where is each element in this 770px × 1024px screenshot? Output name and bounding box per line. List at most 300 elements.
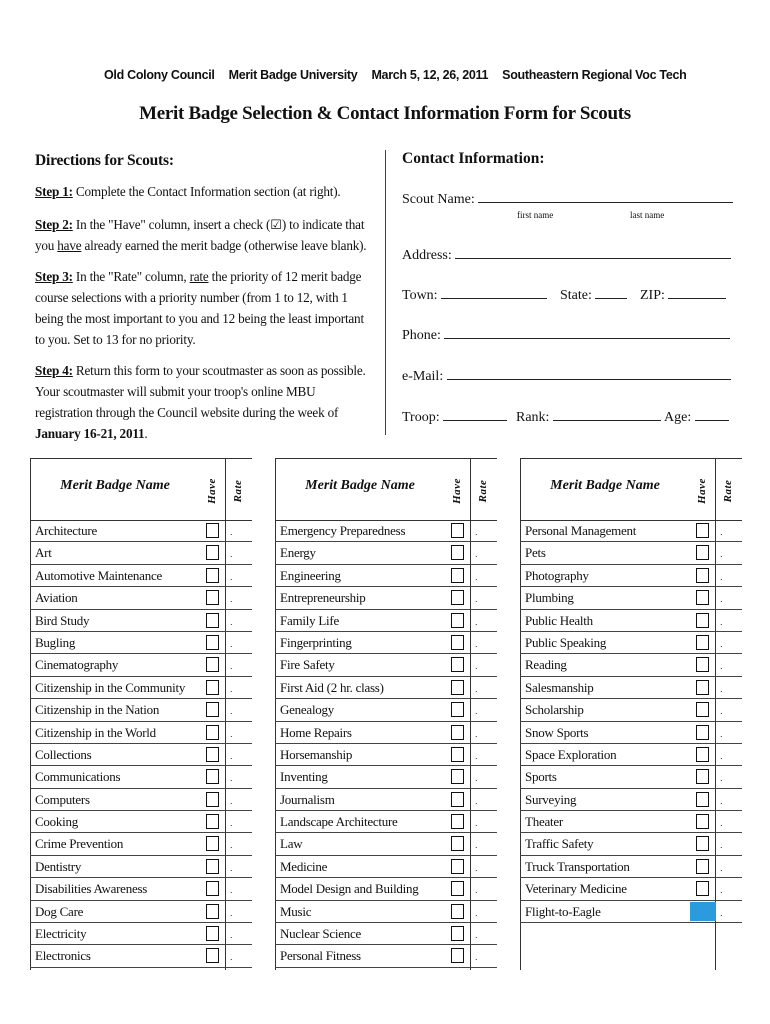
email-input[interactable] bbox=[447, 365, 731, 380]
have-checkbox[interactable] bbox=[206, 904, 219, 919]
have-checkbox[interactable] bbox=[696, 725, 709, 740]
merit-badge-name: Music bbox=[280, 903, 312, 919]
table-row bbox=[520, 565, 742, 587]
merit-badge-name: Family Life bbox=[280, 612, 339, 628]
step-1-label: Step 1: bbox=[35, 184, 73, 199]
merit-badge-name: Traffic Safety bbox=[525, 836, 594, 852]
column-header-have-label: Have bbox=[451, 478, 463, 504]
directions-section bbox=[35, 150, 370, 453]
rate-cell[interactable]: . bbox=[720, 706, 723, 717]
merit-badge-name: Architecture bbox=[35, 523, 97, 538]
have-checkbox[interactable] bbox=[451, 747, 464, 762]
have-checkbox[interactable] bbox=[696, 769, 709, 784]
table-row bbox=[520, 789, 742, 811]
rate-cell[interactable]: . bbox=[475, 750, 478, 761]
step-3-text: In the "Rate" column, bbox=[72, 269, 190, 284]
step-3-text-b: the priority of 12 merit badge course selections with a priority number (from 1 to 12, with 1 being the most important to you and 12 being the least important to you. Set to 13 for no priority. bbox=[35, 269, 364, 347]
have-checkbox[interactable] bbox=[206, 657, 219, 672]
merit-badge-table-3 bbox=[520, 458, 742, 970]
zip-field[interactable] bbox=[640, 284, 726, 304]
merit-badge-name: Electronics bbox=[35, 948, 91, 964]
step-2-have: have bbox=[57, 238, 82, 253]
town-label: Town: bbox=[402, 288, 438, 303]
step-1 bbox=[35, 181, 370, 202]
rate-cell[interactable]: . bbox=[230, 594, 233, 605]
zip-input[interactable] bbox=[668, 284, 726, 299]
table-header-row bbox=[275, 458, 497, 521]
rate-cell[interactable]: . bbox=[230, 549, 233, 560]
merit-badge-name: Fire Safety bbox=[280, 657, 335, 673]
town-field[interactable] bbox=[402, 284, 547, 304]
table-row bbox=[275, 542, 497, 564]
table-row bbox=[275, 699, 497, 721]
merit-badge-name: Public Health bbox=[525, 612, 593, 628]
have-checkbox[interactable] bbox=[696, 859, 709, 874]
rate-cell[interactable]: . bbox=[230, 952, 233, 963]
table-row bbox=[520, 699, 742, 721]
merit-badge-name: Citizenship in the Nation bbox=[35, 702, 160, 718]
table-row bbox=[275, 856, 497, 878]
have-checkbox[interactable] bbox=[451, 792, 464, 807]
merit-badge-name: Emergency Preparedness bbox=[280, 523, 406, 538]
have-checkbox[interactable] bbox=[451, 926, 464, 941]
merit-badge-name: Genealogy bbox=[280, 702, 335, 718]
have-checkbox[interactable] bbox=[206, 725, 219, 740]
table-rows bbox=[30, 520, 252, 968]
have-checkbox[interactable] bbox=[696, 680, 709, 695]
have-checkbox[interactable] bbox=[206, 523, 219, 538]
have-checkbox[interactable] bbox=[206, 613, 219, 628]
have-checkbox[interactable] bbox=[696, 613, 709, 628]
table-row bbox=[275, 677, 497, 699]
step-2-text-b: already earned the merit badge (otherwise leave blank). bbox=[81, 238, 367, 253]
table-row bbox=[520, 878, 742, 900]
table-rows bbox=[275, 520, 497, 968]
merit-badge-name: Cinematography bbox=[35, 657, 119, 673]
rate-cell[interactable]: . bbox=[475, 571, 478, 582]
have-checkbox[interactable] bbox=[696, 747, 709, 762]
rate-cell[interactable]: . bbox=[475, 907, 478, 918]
have-checkbox[interactable] bbox=[206, 814, 219, 829]
table-row bbox=[520, 811, 742, 833]
email-field[interactable] bbox=[402, 365, 731, 385]
rate-cell[interactable]: . bbox=[475, 862, 478, 873]
have-checkbox[interactable] bbox=[696, 590, 709, 605]
step-2-text: In the "Have" column, insert a check (☑) to indicate that you bbox=[35, 217, 365, 253]
merit-badge-name: Scholarship bbox=[525, 702, 584, 718]
merit-badge-name: Pets bbox=[525, 545, 546, 561]
header-bar bbox=[100, 62, 687, 88]
rate-cell[interactable]: . bbox=[230, 527, 233, 537]
table-row bbox=[275, 945, 497, 967]
merit-badge-name: Collections bbox=[35, 746, 92, 762]
rate-cell[interactable]: . bbox=[475, 527, 478, 537]
rate-cell[interactable]: . bbox=[475, 638, 478, 649]
scout-name-input[interactable] bbox=[478, 188, 733, 203]
column-header-have bbox=[692, 466, 712, 516]
table-row bbox=[520, 654, 742, 676]
table-row bbox=[275, 811, 497, 833]
have-cell-highlighted[interactable] bbox=[690, 902, 716, 921]
rate-cell[interactable]: . bbox=[720, 773, 723, 784]
have-checkbox[interactable] bbox=[696, 523, 709, 538]
have-checkbox[interactable] bbox=[206, 635, 219, 650]
address-label: Address: bbox=[402, 248, 452, 263]
merit-badge-name: Surveying bbox=[525, 791, 577, 807]
merit-badge-name: Aviation bbox=[35, 590, 78, 606]
troop-input[interactable] bbox=[443, 406, 507, 421]
merit-badge-name: Citizenship in the World bbox=[35, 724, 156, 740]
step-4-end: . bbox=[144, 426, 148, 441]
directions-heading: Directions for Scouts: bbox=[35, 152, 174, 169]
table-row bbox=[275, 766, 497, 788]
have-checkbox[interactable] bbox=[451, 769, 464, 784]
merit-badge-name: Model Design and Building bbox=[280, 881, 419, 897]
rate-cell[interactable]: . bbox=[475, 661, 478, 672]
merit-badge-name: Public Speaking bbox=[525, 634, 607, 650]
merit-badge-name: Communications bbox=[35, 769, 121, 785]
age-field[interactable] bbox=[664, 406, 729, 426]
rate-cell[interactable]: . bbox=[720, 549, 723, 560]
merit-badge-name: Truck Transportation bbox=[525, 858, 630, 874]
step-1-text: Complete the Contact Information section (at right). bbox=[72, 184, 341, 199]
table-row bbox=[275, 833, 497, 855]
step-4-text: Return this form to your scoutmaster as soon as possible. Your scoutmaster will submit your troop's online MBU registration through the Council website during the week of bbox=[35, 363, 366, 420]
column-header-rate bbox=[718, 466, 738, 516]
column-header-have-label: Have bbox=[696, 478, 708, 504]
rate-cell[interactable]: . bbox=[720, 638, 723, 649]
rate-cell[interactable]: . bbox=[720, 750, 723, 761]
table-row bbox=[520, 744, 742, 766]
rate-cell[interactable]: . bbox=[720, 616, 723, 627]
rate-cell[interactable]: . bbox=[720, 795, 723, 806]
merit-badge-name: Automotive Maintenance bbox=[35, 567, 162, 583]
rate-cell[interactable]: . bbox=[230, 616, 233, 627]
have-checkbox[interactable] bbox=[696, 792, 709, 807]
merit-badge-name: Veterinary Medicine bbox=[525, 881, 627, 897]
table-row bbox=[30, 766, 252, 788]
have-checkbox[interactable] bbox=[696, 545, 709, 560]
table-row bbox=[30, 677, 252, 699]
merit-badge-name: Medicine bbox=[280, 858, 328, 874]
rate-cell[interactable]: . bbox=[720, 818, 723, 829]
page-title: Merit Badge Selection & Contact Information Form for Scouts bbox=[139, 103, 631, 124]
rate-cell[interactable]: . bbox=[475, 930, 478, 941]
have-checkbox[interactable] bbox=[206, 836, 219, 851]
step-3 bbox=[35, 266, 370, 350]
merit-badge-name: Snow Sports bbox=[525, 724, 589, 740]
step-3-rate: rate bbox=[189, 269, 209, 284]
have-checkbox[interactable] bbox=[206, 769, 219, 784]
merit-badge-name: Bird Study bbox=[35, 612, 90, 628]
merit-badge-name: Horsemanship bbox=[280, 746, 353, 762]
rate-cell[interactable]: . bbox=[230, 706, 233, 717]
merit-badge-name: Computers bbox=[35, 791, 90, 807]
table-row bbox=[30, 878, 252, 900]
table-row bbox=[275, 923, 497, 945]
have-checkbox[interactable] bbox=[696, 657, 709, 672]
have-checkbox[interactable] bbox=[696, 814, 709, 829]
table-row bbox=[30, 856, 252, 878]
rate-cell[interactable]: . bbox=[475, 773, 478, 784]
column-header-have bbox=[447, 466, 467, 516]
table-row bbox=[520, 901, 742, 923]
phone-field[interactable] bbox=[402, 324, 730, 344]
have-checkbox[interactable] bbox=[451, 904, 464, 919]
scout-name-field[interactable] bbox=[402, 188, 733, 208]
rate-cell[interactable]: . bbox=[720, 885, 723, 896]
rate-cell[interactable]: . bbox=[230, 907, 233, 918]
state-input[interactable] bbox=[595, 284, 627, 299]
merit-badge-name: Dog Care bbox=[35, 903, 84, 919]
rate-cell[interactable]: . bbox=[720, 840, 723, 851]
rank-input[interactable] bbox=[553, 406, 661, 421]
age-label: Age: bbox=[664, 410, 692, 425]
have-checkbox[interactable] bbox=[206, 747, 219, 762]
header-council: Old Colony Council bbox=[104, 68, 215, 82]
merit-badge-name: Flight-to-Eagle bbox=[525, 903, 601, 919]
merit-badge-name: Fingerprinting bbox=[280, 634, 352, 650]
merit-badge-name: Journalism bbox=[280, 791, 335, 807]
rate-cell[interactable]: . bbox=[475, 840, 478, 851]
rate-cell[interactable]: . bbox=[720, 571, 723, 582]
merit-badge-table-2 bbox=[275, 458, 497, 970]
rate-cell[interactable]: . bbox=[230, 862, 233, 873]
have-checkbox[interactable] bbox=[206, 881, 219, 896]
table-row bbox=[30, 587, 252, 609]
section-divider bbox=[385, 150, 386, 435]
table-row bbox=[30, 632, 252, 654]
table-header-row bbox=[520, 458, 742, 521]
have-checkbox[interactable] bbox=[451, 635, 464, 650]
rate-cell[interactable]: . bbox=[230, 683, 233, 694]
rate-cell[interactable]: . bbox=[230, 638, 233, 649]
first-name-hint: first name bbox=[517, 210, 554, 220]
table-row bbox=[275, 610, 497, 632]
table-row bbox=[30, 923, 252, 945]
table-row bbox=[30, 520, 252, 542]
table-row bbox=[30, 610, 252, 632]
rate-cell[interactable]: . bbox=[475, 885, 478, 896]
rate-cell[interactable]: . bbox=[475, 549, 478, 560]
have-checkbox[interactable] bbox=[206, 680, 219, 695]
table-header-row bbox=[30, 458, 252, 521]
have-checkbox[interactable] bbox=[696, 702, 709, 717]
state-field[interactable] bbox=[560, 284, 627, 304]
table-row bbox=[30, 789, 252, 811]
rate-cell[interactable]: . bbox=[230, 728, 233, 739]
have-checkbox[interactable] bbox=[451, 881, 464, 896]
step-2 bbox=[35, 214, 370, 256]
phone-label: Phone: bbox=[402, 328, 441, 343]
merit-badge-name: Theater bbox=[525, 814, 563, 830]
have-checkbox[interactable] bbox=[206, 568, 219, 583]
have-checkbox[interactable] bbox=[451, 859, 464, 874]
phone-input[interactable] bbox=[444, 324, 730, 339]
have-checkbox[interactable] bbox=[451, 836, 464, 851]
table-row bbox=[520, 677, 742, 699]
table-row bbox=[30, 722, 252, 744]
header-event: Merit Badge University bbox=[228, 68, 358, 82]
merit-badge-name: Law bbox=[280, 836, 303, 852]
rate-cell[interactable]: . bbox=[230, 661, 233, 672]
merit-badge-name: Cooking bbox=[35, 814, 79, 830]
merit-badge-name: First Aid (2 hr. class) bbox=[280, 679, 384, 695]
have-checkbox[interactable] bbox=[696, 568, 709, 583]
have-checkbox[interactable] bbox=[206, 926, 219, 941]
troop-field[interactable] bbox=[402, 406, 507, 426]
table-row bbox=[520, 520, 742, 542]
column-header-rate-label: Rate bbox=[477, 479, 489, 503]
have-checkbox[interactable] bbox=[206, 702, 219, 717]
have-checkbox[interactable] bbox=[206, 948, 219, 963]
table-row bbox=[275, 901, 497, 923]
address-input[interactable] bbox=[455, 244, 731, 259]
column-header-rate-label: Rate bbox=[232, 479, 244, 503]
rate-cell[interactable]: . bbox=[720, 862, 723, 873]
table-row bbox=[520, 766, 742, 788]
town-input[interactable] bbox=[441, 284, 547, 299]
rate-cell[interactable]: . bbox=[475, 594, 478, 605]
rate-cell[interactable]: . bbox=[720, 594, 723, 605]
table-row bbox=[275, 744, 497, 766]
merit-badge-name: Disabilities Awareness bbox=[35, 881, 148, 897]
merit-badge-name: Engineering bbox=[280, 567, 341, 583]
have-checkbox[interactable] bbox=[696, 881, 709, 896]
rate-cell[interactable]: . bbox=[475, 683, 478, 694]
rate-cell[interactable]: . bbox=[475, 706, 478, 717]
rate-cell[interactable]: . bbox=[230, 773, 233, 784]
table-row bbox=[275, 878, 497, 900]
table-row bbox=[520, 610, 742, 632]
have-checkbox[interactable] bbox=[451, 568, 464, 583]
state-label: State: bbox=[560, 288, 592, 303]
have-checkbox[interactable] bbox=[206, 590, 219, 605]
rate-cell[interactable]: . bbox=[475, 728, 478, 739]
table-row bbox=[275, 632, 497, 654]
rate-cell[interactable]: . bbox=[720, 907, 723, 918]
merit-badge-table-1 bbox=[30, 458, 252, 970]
have-checkbox[interactable] bbox=[206, 792, 219, 807]
merit-badge-name: Dentistry bbox=[35, 858, 82, 874]
scout-name-label: Scout Name: bbox=[402, 192, 475, 207]
merit-badge-name: Energy bbox=[280, 545, 316, 561]
rate-cell[interactable]: . bbox=[720, 683, 723, 694]
column-header-name: Merit Badge Name bbox=[305, 478, 415, 493]
contact-heading: Contact Information: bbox=[402, 150, 545, 167]
merit-badge-name: Space Exploration bbox=[525, 746, 617, 762]
have-checkbox[interactable] bbox=[451, 657, 464, 672]
merit-badge-name: Nuclear Science bbox=[280, 926, 362, 942]
merit-badge-name: Sports bbox=[525, 769, 557, 785]
have-checkbox[interactable] bbox=[451, 725, 464, 740]
rate-cell[interactable]: . bbox=[230, 571, 233, 582]
have-checkbox[interactable] bbox=[451, 680, 464, 695]
rate-cell[interactable]: . bbox=[230, 930, 233, 941]
address-field[interactable] bbox=[402, 244, 731, 264]
have-checkbox[interactable] bbox=[451, 590, 464, 605]
zip-label: ZIP: bbox=[640, 288, 665, 303]
table-row bbox=[30, 654, 252, 676]
rate-cell[interactable]: . bbox=[475, 952, 478, 963]
table-row bbox=[30, 699, 252, 721]
table-row bbox=[30, 945, 252, 967]
merit-badge-name: Entrepreneurship bbox=[280, 590, 366, 606]
have-checkbox[interactable] bbox=[451, 948, 464, 963]
have-checkbox[interactable] bbox=[206, 545, 219, 560]
table-row bbox=[275, 789, 497, 811]
step-4-date: January 16-21, 2011 bbox=[35, 426, 145, 441]
have-checkbox[interactable] bbox=[451, 814, 464, 829]
table-rows bbox=[520, 520, 742, 923]
table-row bbox=[520, 542, 742, 564]
merit-badge-name: Home Repairs bbox=[280, 724, 352, 740]
email-label: e-Mail: bbox=[402, 369, 444, 384]
have-checkbox[interactable] bbox=[451, 702, 464, 717]
rate-cell[interactable]: . bbox=[475, 795, 478, 806]
table-row bbox=[520, 833, 742, 855]
table-row bbox=[30, 811, 252, 833]
column-header-rate bbox=[473, 466, 493, 516]
table-row bbox=[520, 856, 742, 878]
table-row bbox=[275, 654, 497, 676]
have-checkbox[interactable] bbox=[696, 836, 709, 851]
rate-cell[interactable]: . bbox=[475, 818, 478, 829]
table-row bbox=[30, 744, 252, 766]
have-checkbox[interactable] bbox=[206, 859, 219, 874]
rank-field[interactable] bbox=[516, 406, 661, 426]
merit-badge-name: Plumbing bbox=[525, 590, 574, 606]
column-header-have bbox=[202, 466, 222, 516]
merit-badge-name: Photography bbox=[525, 567, 589, 583]
step-3-label: Step 3: bbox=[35, 269, 73, 284]
merit-badge-name: Art bbox=[35, 545, 52, 561]
rate-cell[interactable]: . bbox=[230, 795, 233, 806]
table-row bbox=[520, 632, 742, 654]
merit-badge-name: Bugling bbox=[35, 634, 76, 650]
rate-cell[interactable]: . bbox=[720, 527, 723, 537]
table-row bbox=[520, 722, 742, 744]
rate-cell[interactable]: . bbox=[720, 728, 723, 739]
column-header-name: Merit Badge Name bbox=[60, 478, 170, 493]
troop-label: Troop: bbox=[402, 410, 440, 425]
rate-cell[interactable]: . bbox=[230, 750, 233, 761]
rate-cell[interactable]: . bbox=[720, 661, 723, 672]
table-row bbox=[275, 565, 497, 587]
age-input[interactable] bbox=[695, 406, 729, 421]
have-checkbox[interactable] bbox=[451, 523, 464, 538]
rate-cell[interactable]: . bbox=[230, 818, 233, 829]
rate-cell[interactable]: . bbox=[230, 840, 233, 851]
rate-cell[interactable]: . bbox=[475, 616, 478, 627]
table-row bbox=[30, 542, 252, 564]
merit-badge-name: Personal Fitness bbox=[280, 948, 361, 964]
rate-cell[interactable]: . bbox=[230, 885, 233, 896]
column-header-have-label: Have bbox=[206, 478, 218, 504]
have-checkbox[interactable] bbox=[451, 545, 464, 560]
table-row bbox=[520, 587, 742, 609]
merit-badge-name: Citizenship in the Community bbox=[35, 679, 186, 695]
have-checkbox[interactable] bbox=[451, 613, 464, 628]
table-row bbox=[275, 722, 497, 744]
rank-label: Rank: bbox=[516, 410, 550, 425]
merit-badge-name: Inventing bbox=[280, 769, 328, 785]
table-row bbox=[30, 565, 252, 587]
last-name-hint: last name bbox=[630, 210, 665, 220]
step-2-label: Step 2: bbox=[35, 217, 73, 232]
column-header-rate-label: Rate bbox=[722, 479, 734, 503]
have-checkbox[interactable] bbox=[696, 635, 709, 650]
